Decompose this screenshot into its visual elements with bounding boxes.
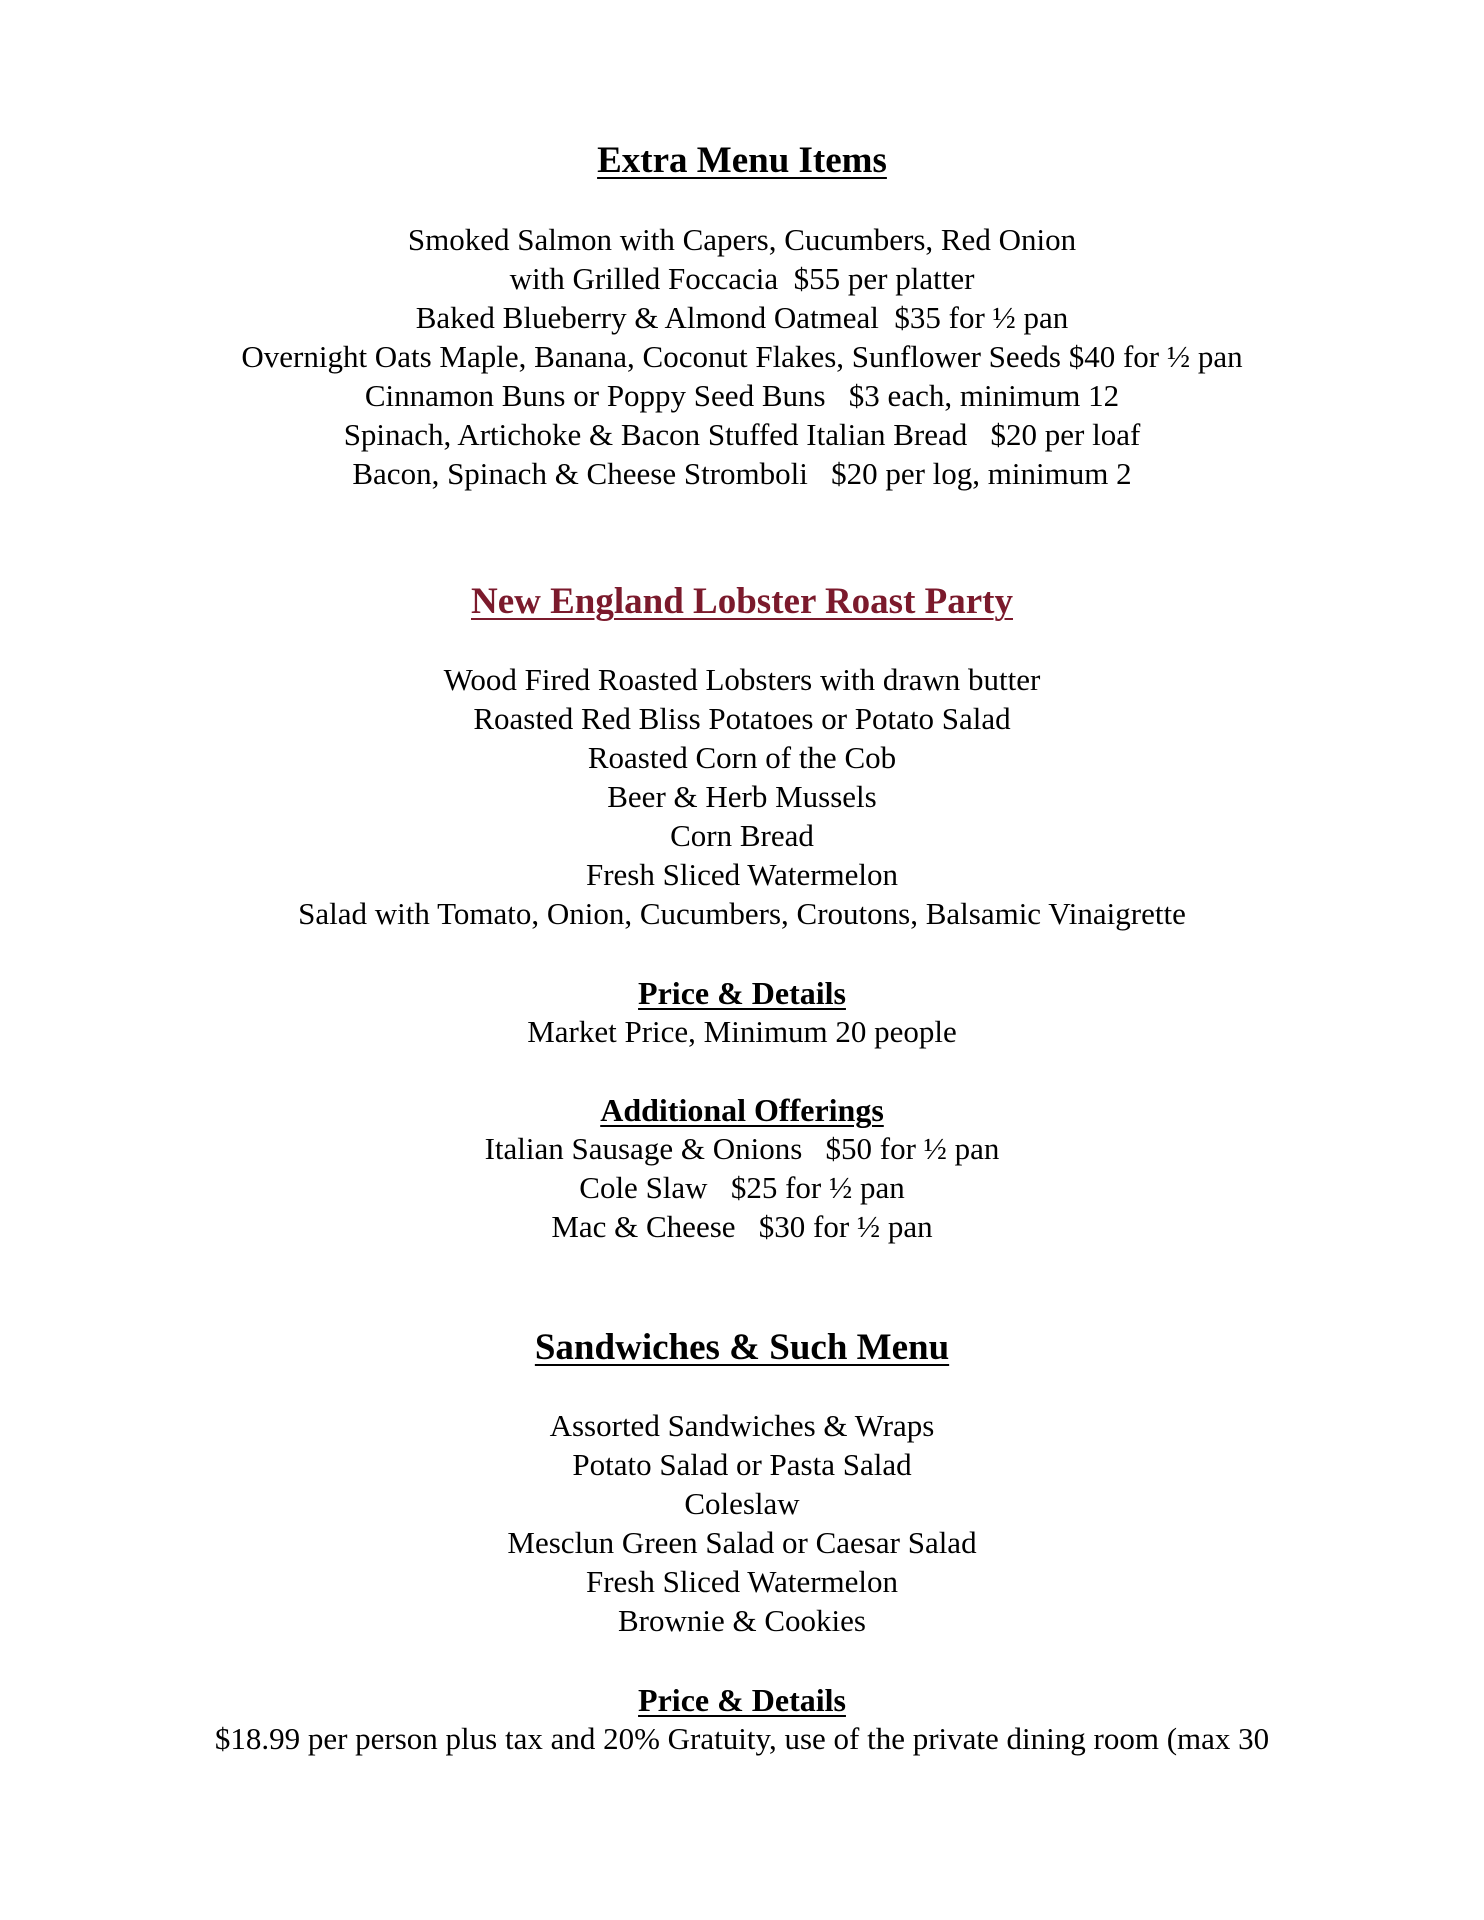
menu-item-line: Potato Salad or Pasta Salad	[572, 1447, 912, 1482]
menu-item-line: with Grilled Foccacia $55 per platter	[509, 261, 975, 296]
menu-item-line: Roasted Corn of the Cob	[587, 740, 897, 775]
section-title-sandwiches-menu: Sandwiches & Such Menu	[534, 1327, 950, 1368]
menu-item-line: Mesclun Green Salad or Caesar Salad	[507, 1525, 977, 1560]
menu-item-line: Corn Bread	[670, 818, 814, 853]
additional-offering-line: Cole Slaw $25 for ½ pan	[579, 1170, 905, 1205]
lobster-price-text: Market Price, Minimum 20 people	[527, 1014, 957, 1049]
menu-item-line: Smoked Salmon with Capers, Cucumbers, Red Onion	[407, 222, 1077, 257]
menu-item-line: Salad with Tomato, Onion, Cucumbers, Croutons, Balsamic Vinaigrette	[298, 896, 1186, 931]
sandwiches-price-text: $18.99 per person plus tax and 20% Gratuity, use of the private dining room (max 30	[214, 1721, 1270, 1756]
additional-offering-line: Italian Sausage & Onions $50 for ½ pan	[484, 1131, 1000, 1166]
menu-item-line: Roasted Red Bliss Potatoes or Potato Salad	[473, 701, 1011, 736]
menu-item-line: Brownie & Cookies	[618, 1603, 866, 1638]
additional-offerings-heading: Additional Offerings	[600, 1092, 884, 1128]
sandwiches-price-heading: Price & Details	[638, 1682, 846, 1718]
menu-item-line: Cinnamon Buns or Poppy Seed Buns $3 each, minimum 12	[364, 378, 1120, 413]
menu-item-line: Fresh Sliced Watermelon	[585, 1564, 899, 1599]
menu-item-line: Spinach, Artichoke & Bacon Stuffed Italian Bread $20 per loaf	[343, 417, 1141, 452]
menu-item-line: Beer & Herb Mussels	[607, 779, 877, 814]
section-title-lobster-roast-party: New England Lobster Roast Party	[471, 581, 1013, 622]
menu-item-line: Bacon, Spinach & Cheese Stromboli $20 per log, minimum 2	[352, 456, 1132, 491]
menu-item-line: Wood Fired Roasted Lobsters with drawn butter	[443, 662, 1041, 697]
menu-item-line: Overnight Oats Maple, Banana, Coconut Flakes, Sunflower Seeds $40 for ½ pan	[241, 339, 1243, 374]
menu-item-line: Fresh Sliced Watermelon	[585, 857, 899, 892]
additional-offering-line: Mac & Cheese $30 for ½ pan	[551, 1209, 933, 1244]
menu-item-line: Assorted Sandwiches & Wraps	[549, 1408, 935, 1443]
section-title-extra-menu-items: Extra Menu Items	[597, 140, 887, 181]
menu-item-line: Baked Blueberry & Almond Oatmeal $35 for ½ pan	[415, 300, 1069, 335]
lobster-price-heading: Price & Details	[638, 975, 846, 1011]
menu-item-line: Coleslaw	[684, 1486, 800, 1521]
